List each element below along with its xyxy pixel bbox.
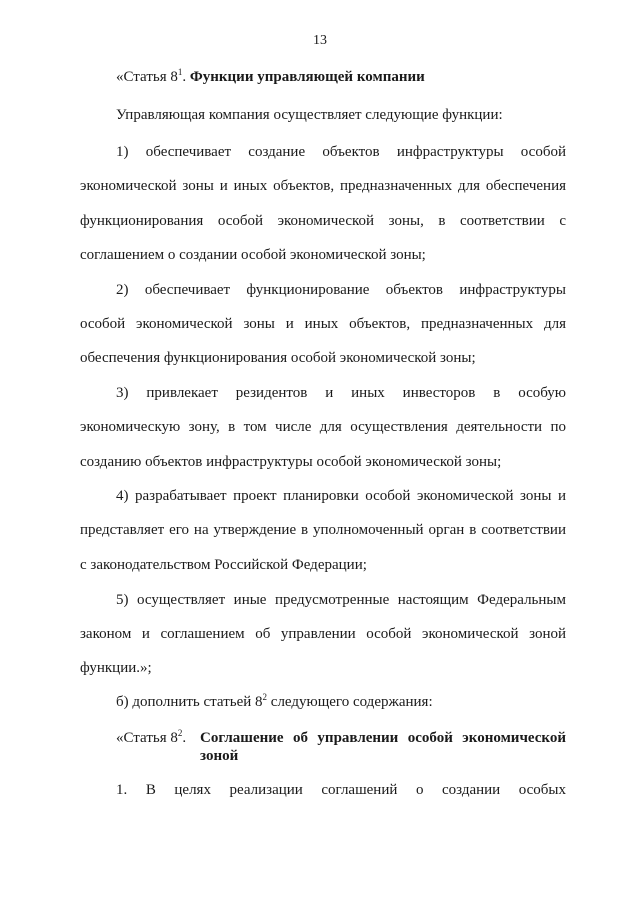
paragraph-line: 1. В целях реализации соглашений о создании особых — [116, 782, 566, 798]
article-label: «Статья 8 — [116, 69, 178, 85]
paragraph-line: 1) обеспечивает создание объектов инфраструктуры особой — [116, 144, 566, 160]
article-title-line: Соглашение об управлении особой экономической — [200, 730, 566, 746]
paragraph-line: экономической зоны и иных объектов, предназначенных для обеспечения — [80, 178, 566, 194]
article-title-line: зоной — [200, 748, 239, 764]
article-superscript: 2 — [262, 692, 268, 702]
paragraph-line: 5) осуществляет иные предусмотренные настоящим Федеральным — [116, 592, 566, 608]
article-8-1-heading — [116, 68, 566, 86]
paragraph-line: представляет его на утверждение в уполномоченный орган в соответствии — [80, 522, 566, 538]
paragraph-line: функционирования особой экономической зоны, в соответствии с — [80, 213, 566, 229]
paragraph-line: функции.»; — [80, 660, 152, 676]
paragraph-line: созданию объектов инфраструктуры особой экономической зоны; — [80, 454, 502, 470]
article-superscript: 2 — [177, 728, 183, 738]
paragraph-line: экономическую зону, в том числе для осуществления деятельности по — [80, 419, 566, 435]
paragraph-line: законом и соглашением об управлении особой экономической зоной — [80, 626, 566, 642]
article-title — [200, 729, 566, 765]
amendment-item-b — [116, 693, 566, 711]
paragraph-line: с законодательством Российской Федерации; — [80, 557, 367, 573]
paragraph-line: 4) разрабатывает проект планировки особой экономической зоны и — [116, 488, 566, 504]
paragraph-line: соглашением о создании особой экономической зоны; — [80, 247, 426, 263]
intro-paragraph: Управляющая компания осуществляет следующие функции: — [116, 107, 503, 123]
article-label-group — [116, 729, 186, 747]
paragraph-line: особой экономической зоны и иных объектов, предназначенных для — [80, 316, 566, 332]
article-label: «Статья 8 — [116, 730, 178, 746]
paragraph-line: обеспечения функционирования особой экономической зоны; — [80, 350, 476, 366]
article-dot: . — [182, 69, 187, 85]
page-number: 13 — [313, 33, 327, 48]
article-dot: . — [182, 730, 187, 746]
paragraph-line: 3) привлекает резидентов и иных инвесторов в особую — [116, 385, 566, 401]
article-superscript: 1 — [177, 67, 183, 77]
amendment-text: б) дополнить статьей 8 — [116, 694, 263, 710]
article-title: Функции управляющей компании — [189, 69, 425, 85]
paragraph-line: 2) обеспечивает функционирование объектов инфраструктуры — [116, 282, 566, 298]
amendment-text: следующего содержания: — [267, 694, 433, 710]
